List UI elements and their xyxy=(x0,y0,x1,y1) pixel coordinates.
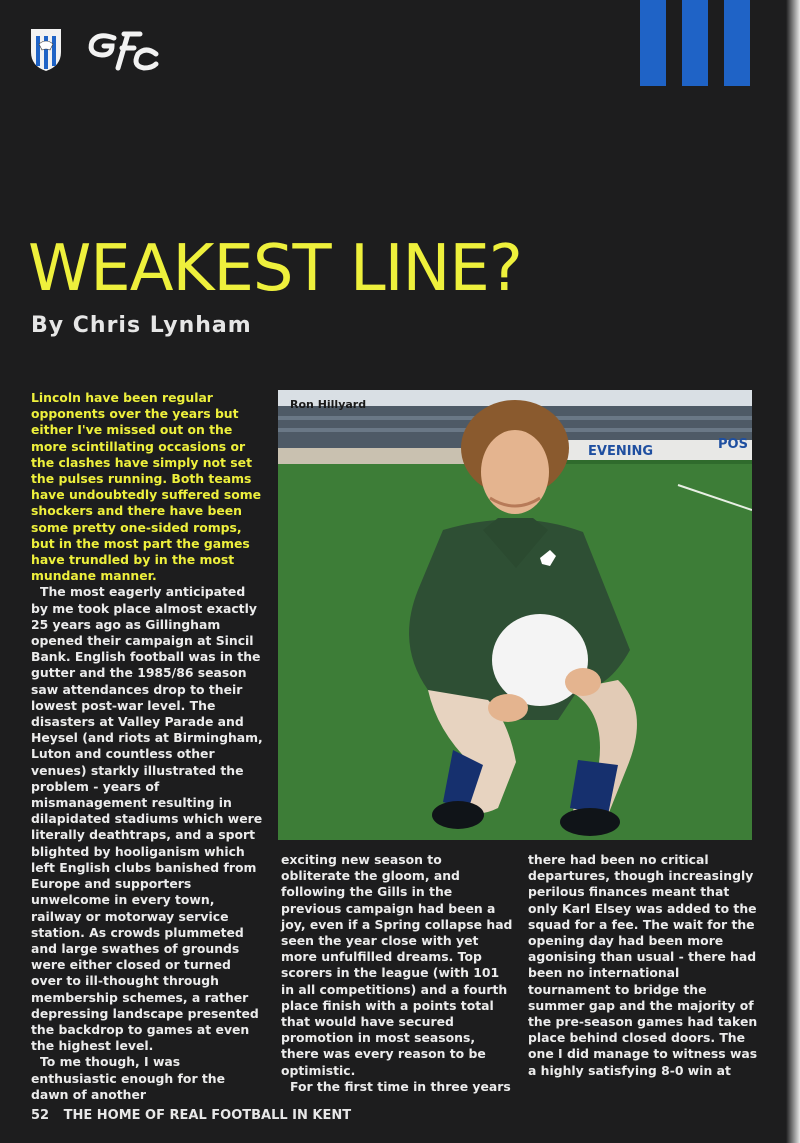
player-photo xyxy=(278,390,752,840)
stripe xyxy=(640,0,666,86)
brand-stripes xyxy=(640,0,750,86)
photo-caption: Ron Hillyard xyxy=(290,398,367,411)
stripe xyxy=(682,0,708,86)
club-crest-icon xyxy=(30,28,62,72)
article-paragraph: there had been no critical departures, though increasingly perilous finances meant that only Karl Elsey was added to the squad for a fee. The wait for the opening day had been more agonising than usual - there had been no international tournament to bridge the summer gap and the majority of the pre-season games had taken place behind closed doors. The one I did manage to witness was a highly satisfying 8-0 win at xyxy=(528,852,758,1078)
article-paragraph: exciting new season to obliterate the gloom, and following the Gills in the previous campaign had been a joy, even if a Spring collapse had seen the year close with yet more unfulfilled dreams. Top scorers in the league (with 101 in all competitions) and a fourth place finish with a points total that would have secured promotion in most seasons, there was every reason to be optimistic. xyxy=(281,852,513,1078)
text-column-1 xyxy=(31,390,263,1103)
text-column-3 xyxy=(528,852,760,1079)
board-text-right: POS xyxy=(718,437,748,452)
page-edge xyxy=(786,0,800,1143)
page-footer xyxy=(31,1108,351,1123)
stripe xyxy=(724,0,750,86)
text-column-2 xyxy=(281,852,513,1095)
article-paragraph: To me though, I was enthusiastic enough for the dawn of another xyxy=(31,1054,226,1102)
gfc-monogram-logo xyxy=(84,28,160,74)
article-paragraph: For the first time in three years xyxy=(290,1078,511,1094)
board-text: EVENING xyxy=(588,444,654,459)
article-paragraph: The most eagerly anticipated by me took place almost exactly 25 years ago as Gillingham opened their campaign at Sincil Bank. English football was in the gutter and the 1985/86 season saw attendances drop to their lowest post-war level. The disasters at Valley Parade and Heysel (and riots at Birmingham, Luton and countless other venues) starkly illustrated the problem - years of mismanagement resulting in dilapidated stadiums which were literally deathtraps, and a sport blighted by hooliganism which left English clubs banished from Europe and supporters unwelcome in every town, railway or motorway service station. As crowds plummeted and large swathes of grounds were either closed or turned over to ill-thought through membership schemes, a rather depressing landscape presented the backdrop to games at even the highest level. xyxy=(31,584,263,1054)
article-lead: Lincoln have been regular opponents over the years but either I've missed out on the more scintillating occasions or the clashes have simply not set the pulses running. Both teams have undoubtedly suffered some shockers and there have been some pretty one-sided romps, but in the most part the games have trundled by in the most mundane manner. xyxy=(31,390,262,584)
article-headline: WEAKEST LINE? xyxy=(28,232,522,306)
page-number: 52 xyxy=(31,1108,50,1123)
article-byline: By Chris Lynham xyxy=(31,313,252,338)
footer-tagline: THE HOME OF REAL FOOTBALL IN KENT xyxy=(63,1108,352,1123)
